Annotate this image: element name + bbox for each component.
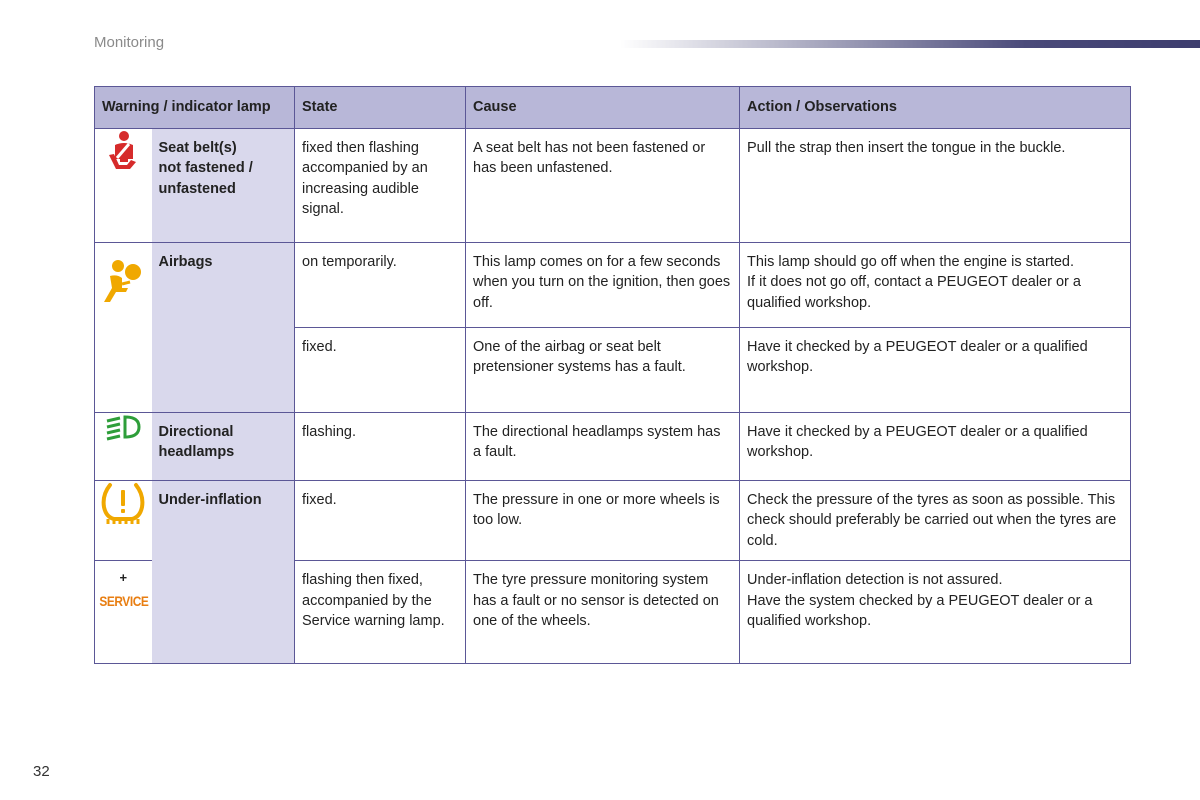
plus-sign: +	[119, 570, 128, 586]
table-row	[95, 129, 1131, 243]
cause-cell: One of the airbag or seat belt pretensioner systems has a fault.	[466, 328, 740, 413]
cause-cell: The pressure in one or more wheels is too low.	[466, 481, 740, 561]
header-cell-action: Action / Observations	[740, 87, 1131, 129]
state-cell: flashing then fixed, accompanied by the Service warning lamp.	[295, 561, 466, 664]
state-cell: fixed then flashing accompanied by an increasing audible signal.	[295, 129, 466, 243]
lamp-name: Airbags	[152, 243, 295, 413]
table-row	[95, 413, 1131, 481]
page-number: 32	[33, 763, 50, 780]
state-cell: fixed.	[295, 481, 466, 561]
state-cell: flashing.	[295, 413, 466, 481]
header-cell-cause: Cause	[466, 87, 740, 129]
lamp-name: Seat belt(s) not fastened / unfastened	[152, 129, 295, 243]
state-cell: fixed.	[295, 328, 466, 413]
service-icon: SERVICE	[99, 593, 149, 610]
table-header-row	[95, 87, 1131, 129]
directional-headlamps-icon	[103, 413, 143, 441]
lamp-name: Under-inflation	[152, 481, 295, 664]
icon-cell	[95, 561, 152, 664]
tyre-pressure-icon	[100, 481, 146, 525]
cause-cell: This lamp comes on for a few seconds when you turn on the ignition, then goes off.	[466, 243, 740, 328]
icon-cell	[95, 413, 152, 481]
state-cell: on temporarily.	[295, 243, 466, 328]
icon-cell	[95, 481, 152, 561]
cause-cell: A seat belt has not been fastened or has been unfastened.	[466, 129, 740, 243]
action-cell: This lamp should go off when the engine is started. If it does not go off, contact a PEUGEOT dealer or a qualified workshop.	[740, 243, 1131, 328]
table-row	[95, 481, 1131, 561]
action-cell: Under-inflation detection is not assured. Have the system checked by a PEUGEOT dealer or a qualified workshop.	[740, 561, 1131, 664]
airbag-icon	[100, 258, 146, 304]
lamp-name: Directional headlamps	[152, 413, 295, 481]
action-cell: Have it checked by a PEUGEOT dealer or a qualified workshop.	[740, 413, 1131, 481]
header-cell-lamp: Warning / indicator lamp	[95, 87, 295, 129]
warning-lamp-table	[94, 86, 1131, 664]
action-cell: Check the pressure of the tyres as soon as possible. This check should preferably be carried out when the tyres are cold.	[740, 481, 1131, 561]
cause-cell: The directional headlamps system has a fault.	[466, 413, 740, 481]
header-gradient-bar	[620, 40, 1200, 48]
seat-belt-icon	[105, 129, 141, 171]
icon-cell	[95, 129, 152, 243]
header-cell-state: State	[295, 87, 466, 129]
action-cell: Pull the strap then insert the tongue in the buckle.	[740, 129, 1131, 243]
action-cell: Have it checked by a PEUGEOT dealer or a qualified workshop.	[740, 328, 1131, 413]
icon-cell	[95, 243, 152, 413]
table-row	[95, 243, 1131, 328]
cause-cell: The tyre pressure monitoring system has a fault or no sensor is detected on one of the wheels.	[466, 561, 740, 664]
section-title: Monitoring	[94, 34, 165, 51]
